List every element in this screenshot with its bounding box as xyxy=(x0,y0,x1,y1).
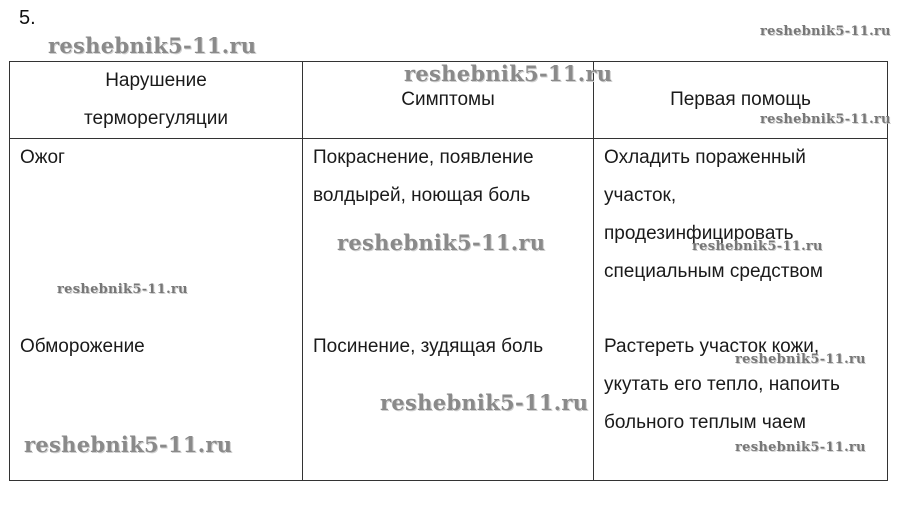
watermark: reshebnik5-11.ru xyxy=(735,440,866,455)
cell-disorder: Обморожение xyxy=(10,328,303,481)
cell-disorder: Ожог xyxy=(10,139,303,328)
header-symptoms: Симптомы xyxy=(303,62,594,139)
cell-first-aid: Растереть участок кожи, укутать его тепло, напоить больного теплым чаем xyxy=(594,328,888,481)
watermark: reshebnik5-11.ru xyxy=(692,239,823,254)
watermark: reshebnik5-11.ru xyxy=(337,230,546,255)
watermark: reshebnik5-11.ru xyxy=(760,24,891,39)
cell-first-aid: Охладить пораженный участок, продезинфицировать специальным средством xyxy=(594,139,888,328)
header-disorder: Нарушение терморегуляции xyxy=(10,62,303,139)
cell-symptoms: Посинение, зудящая боль xyxy=(303,328,594,481)
watermark: reshebnik5-11.ru xyxy=(735,352,866,367)
watermark: reshebnik5-11.ru xyxy=(380,390,589,415)
header-first-aid: Первая помощь xyxy=(594,62,888,139)
task-number: 5. xyxy=(19,7,36,29)
watermark: reshebnik5-11.ru xyxy=(760,112,891,127)
watermark: reshebnik5-11.ru xyxy=(24,432,233,457)
watermark: reshebnik5-11.ru xyxy=(48,33,257,58)
watermark: reshebnik5-11.ru xyxy=(57,282,188,297)
watermark: reshebnik5-11.ru xyxy=(404,61,613,86)
cell-symptoms: Покраснение, появление волдырей, ноющая боль xyxy=(303,139,594,328)
answer-table xyxy=(9,61,888,481)
